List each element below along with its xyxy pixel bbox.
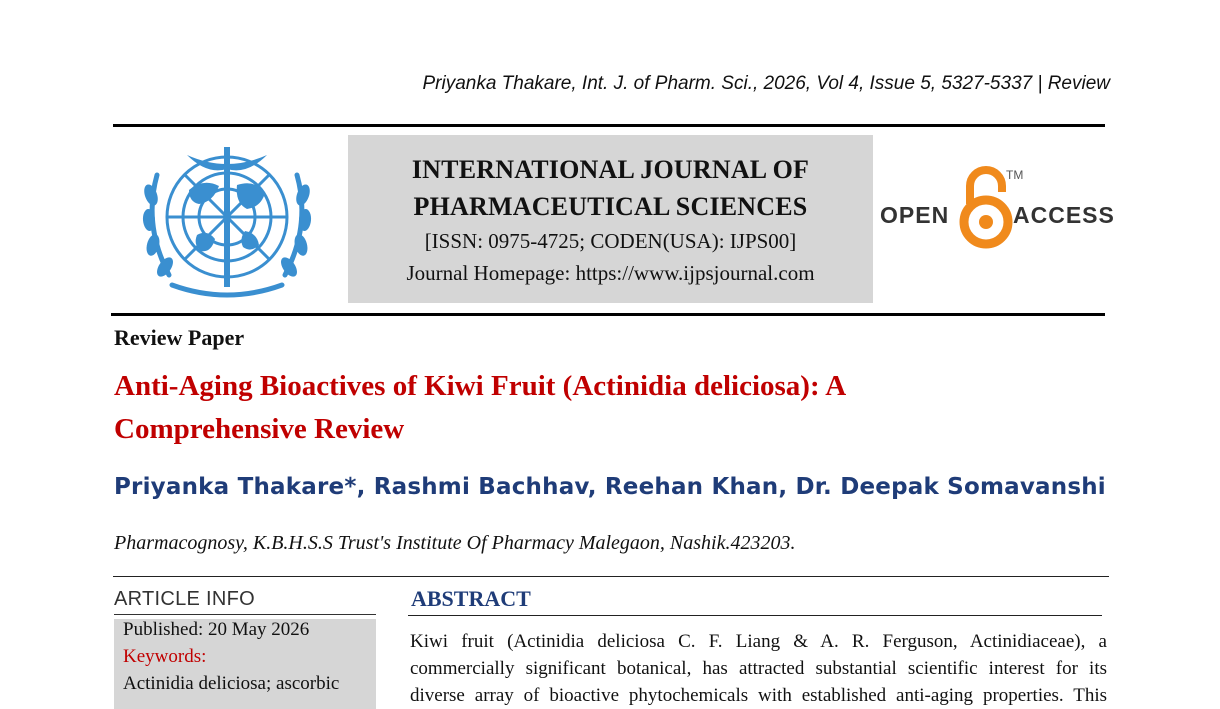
section-divider (113, 576, 1109, 577)
journal-banner (348, 135, 873, 303)
paper-type: Review Paper (114, 325, 245, 350)
open-access-open-text: OPEN (880, 202, 950, 228)
abstract-line2: commercially significant botanical, has attracted substantial scientific interest for its (410, 658, 1107, 679)
top-rule (113, 124, 1105, 127)
author-list: Priyanka Thakare*, Rashmi Bachhav, Reehan Khan, Dr. Deepak Somavanshi (114, 474, 1106, 500)
keywords-label: Keywords: (123, 646, 207, 667)
abstract-heading: ABSTRACT (411, 586, 531, 611)
journal-issn: [ISSN: 0975-4725; CODEN(USA): IJPS00] (424, 229, 797, 253)
published-date: Published: 20 May 2026 (123, 619, 310, 640)
trademark-mark: TM (1006, 168, 1024, 182)
abstract-line1: Kiwi fruit (Actinidia deliciosa C. F. Liang & A. R. Ferguson, Actinidiaceae), a (410, 631, 1107, 652)
article-title (114, 365, 994, 451)
abstract-rule (408, 615, 1102, 616)
abstract-text (410, 628, 1107, 709)
open-access-access-text: ACCESS (1013, 202, 1115, 228)
author-affiliation: Pharmacognosy, K.B.H.S.S Trust's Institute Of Pharmacy Malegaon, Nashik.423203. (114, 532, 796, 554)
article-title-line2: Comprehensive Review (114, 413, 405, 445)
journal-emblem-icon (127, 135, 327, 305)
article-info-box (114, 619, 376, 709)
open-access-logo (880, 164, 1115, 254)
article-title-line1: Anti-Aging Bioactives of Kiwi Fruit (Actinidia deliciosa): A (114, 370, 847, 402)
abstract-line3: diverse array of bioactive phytochemicals with established anti-aging properties. This (410, 685, 1107, 706)
bottom-rule (111, 313, 1105, 316)
keywords-value: Actinidia deliciosa; ascorbic (123, 673, 340, 694)
article-info-rule (114, 614, 376, 615)
journal-homepage: Journal Homepage: https://www.ijpsjournal.com (406, 261, 815, 285)
citation-header: Priyanka Thakare, Int. J. of Pharm. Sci., 2026, Vol 4, Issue 5, 5327-5337 | Review (422, 73, 1110, 94)
article-info-heading: ARTICLE INFO (114, 588, 256, 610)
journal-name-line1: INTERNATIONAL JOURNAL OF (411, 155, 810, 184)
journal-name-line2: PHARMACEUTICAL SCIENCES (413, 192, 808, 221)
